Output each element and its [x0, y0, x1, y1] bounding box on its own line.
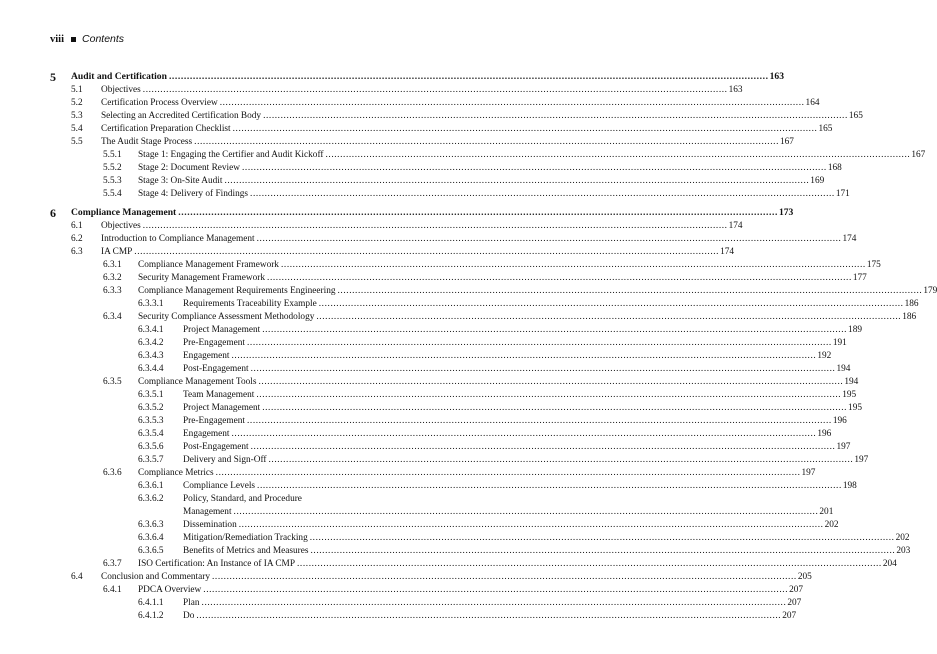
toc-entry[interactable] — [0, 402, 862, 414]
dot-leader: ........................................................................................................................................................................................................ — [231, 429, 817, 439]
toc-entry[interactable] — [0, 259, 881, 271]
dot-leader: ........................................................................................................................................................................................................ — [233, 507, 819, 517]
dot-leader: ........................................................................................................................................................................................................ — [263, 111, 848, 121]
toc-entry-number: 6.1 — [71, 221, 83, 231]
toc-entry-page: 205 — [797, 572, 812, 582]
toc-entry-title: Security Compliance Assessment Methodology — [138, 312, 315, 322]
dot-leader: ........................................................................................................................................................................................................ — [268, 455, 854, 465]
dot-leader: ........................................................................................................................................................................................................ — [262, 325, 848, 335]
toc-entry-number: 6.2 — [71, 234, 83, 244]
toc-entry-title: The Audit Stage Process — [101, 137, 193, 147]
toc-entry-number: 5.5.1 — [103, 150, 122, 160]
dot-leader: ........................................................................................................................................................................................................ — [309, 533, 895, 543]
toc-entry-page: 201 — [819, 507, 834, 517]
toc-entry-title: Stage 2: Document Review — [138, 163, 240, 173]
toc-entry-title: Project Management — [183, 403, 261, 413]
dot-leader: ........................................................................................................................................................................................................ — [168, 71, 769, 82]
toc-entry-page: 163 — [769, 71, 785, 82]
toc-entry-page: 168 — [827, 163, 842, 173]
dot-leader: ........................................................................................................................................................................................................ — [257, 481, 842, 491]
toc-entry-title: Policy, Standard, and Procedure — [183, 494, 302, 504]
toc-entry-number: 6.3.6.3 — [138, 520, 164, 530]
toc-entry[interactable] — [0, 162, 842, 174]
toc-entry[interactable] — [0, 467, 816, 479]
toc-entry[interactable] — [0, 324, 862, 336]
toc-entry[interactable] — [0, 285, 937, 297]
dot-leader: ........................................................................................................................................................................................................ — [142, 85, 728, 95]
dot-leader: ........................................................................................................................................................................................................ — [232, 124, 818, 134]
toc-entry-number: 6.4.1.2 — [138, 611, 164, 621]
toc-entry-page: 173 — [778, 207, 794, 218]
toc-entry-title: Compliance Management Requirements Engineering — [138, 286, 336, 296]
toc-entry[interactable] — [0, 389, 857, 401]
dot-leader: ........................................................................................................................................................................................................ — [258, 377, 844, 387]
toc-entry-number: 6.3.2 — [103, 273, 122, 283]
toc-entry[interactable] — [0, 188, 850, 200]
toc-entry-title: Project Management — [183, 325, 261, 335]
toc-entry-page: 202 — [895, 533, 910, 543]
toc-entry-title: PDCA Overview — [138, 585, 202, 595]
toc-entry[interactable] — [0, 136, 794, 148]
toc-entry-page: 197 — [801, 468, 816, 478]
toc-entry-page: 164 — [805, 98, 820, 108]
toc-entry-page: 186 — [904, 299, 919, 309]
toc-entry-number: 5 — [50, 70, 56, 84]
dot-leader: ........................................................................................................................................................................................................ — [250, 364, 836, 374]
toc-entry[interactable] — [0, 337, 847, 349]
toc-entry-number: 5.5.4 — [103, 189, 122, 199]
toc-entry-title: Certification Preparation Checklist — [101, 124, 231, 134]
toc-entry-number: 6.3.5 — [103, 377, 122, 387]
toc-entry-title: Stage 3: On-Site Audit — [138, 176, 223, 186]
toc-entry-page: 189 — [848, 325, 862, 335]
toc-entry-page: 197 — [836, 442, 851, 452]
toc-entry-number: 6.3.6.5 — [138, 546, 164, 556]
toc-entry[interactable] — [0, 571, 812, 583]
toc-entry-title: Benefits of Metrics and Measures — [183, 546, 309, 556]
dot-leader: ........................................................................................................................................................................................................ — [246, 416, 832, 426]
toc-entry-title: Audit and Certification — [71, 71, 167, 82]
toc-entry-page: 167 — [911, 150, 926, 160]
toc-entry-title: Plan — [183, 598, 200, 608]
toc-entry-number: 6.4 — [71, 572, 83, 582]
toc-entry-page: 207 — [787, 598, 802, 608]
dot-leader: ........................................................................................................................................................................................................ — [196, 611, 782, 621]
toc-entry-title: Engagement — [183, 429, 230, 439]
dot-leader: ........................................................................................................................................................................................................ — [316, 312, 902, 322]
toc-entry-number: 6.3.6.4 — [138, 533, 164, 543]
toc-entry-number: 6.4.1.1 — [138, 598, 164, 608]
toc-entry-page: 186 — [902, 312, 917, 322]
toc-entry-number: 5.5 — [71, 137, 83, 147]
toc-entry-number: 6.4.1 — [103, 585, 122, 595]
dot-leader: ........................................................................................................................................................................................................ — [256, 390, 842, 400]
toc-entry-number: 5.5.3 — [103, 176, 122, 186]
toc-entry[interactable] — [0, 246, 735, 258]
toc-entry-title: Mitigation/Remediation Tracking — [183, 533, 308, 543]
toc-entry-number: 6.3.5.2 — [138, 403, 164, 413]
header-page-number: viii — [50, 34, 65, 45]
toc-entry-page: 174 — [842, 234, 857, 244]
toc-entry-number: 6.3.4 — [103, 312, 122, 322]
toc-entry-title: Compliance Levels — [183, 481, 256, 491]
toc-entry-title: Certification Process Overview — [101, 98, 218, 108]
toc-entry[interactable] — [0, 597, 802, 609]
toc-entry[interactable] — [0, 454, 869, 466]
toc-entry-number: 6.3.5.6 — [138, 442, 164, 452]
toc-entry[interactable] — [0, 545, 911, 557]
dot-leader: ........................................................................................................................................................................................................ — [310, 546, 896, 556]
square-bullet-icon — [71, 37, 76, 42]
toc-entry-page: 198 — [842, 481, 857, 491]
toc-entry-title: Compliance Management Tools — [138, 377, 257, 387]
dot-leader: ........................................................................................................................................................................................................ — [215, 468, 801, 478]
toc-entry-title: Stage 4: Delivery of Findings — [138, 189, 249, 199]
toc-entry[interactable] — [0, 376, 859, 388]
toc-entry-page: 202 — [824, 520, 839, 530]
toc-entry-number: 5.4 — [71, 124, 83, 134]
toc-entry-title: Compliance Management Framework — [138, 260, 279, 270]
toc-entry[interactable] — [0, 149, 926, 161]
toc-entry[interactable] — [0, 558, 897, 570]
toc-entry[interactable] — [0, 350, 832, 362]
toc-entry[interactable] — [0, 584, 804, 596]
toc-entry[interactable] — [0, 506, 834, 518]
toc-entry[interactable] — [0, 84, 743, 96]
toc-entry-number: 6.3.4.4 — [138, 364, 164, 374]
dot-leader: ........................................................................................................................................................................................................ — [178, 207, 778, 218]
dot-leader: ........................................................................................................................................................................................................ — [297, 559, 882, 569]
toc-entry-page: 194 — [836, 364, 851, 374]
toc-entry-title: Security Management Framework — [138, 273, 266, 283]
toc-entry[interactable] — [0, 610, 797, 622]
toc-entry-page: 196 — [817, 429, 832, 439]
toc-entry-number: 6.3.4.3 — [138, 351, 164, 361]
toc-entry[interactable] — [0, 519, 839, 531]
toc-entry-page: 165 — [848, 111, 863, 121]
toc-entry-number: 5.1 — [71, 85, 83, 95]
toc-entry-number: 5.5.2 — [103, 163, 122, 173]
toc-entry-number: 6.3.5.7 — [138, 455, 164, 465]
toc-entry[interactable] — [0, 532, 910, 544]
toc-entry[interactable] — [0, 480, 857, 492]
toc-entry-title: Dissemination — [183, 520, 237, 530]
header-title: Contents — [82, 33, 125, 45]
toc-entry-number: 5.2 — [71, 98, 83, 108]
dot-leader: ........................................................................................................................................................................................................ — [194, 137, 779, 147]
toc-entry[interactable] — [0, 220, 743, 232]
toc-entry-page: 203 — [896, 546, 911, 556]
toc-entry-title: ISO Certification: An Instance of IA CMP — [138, 559, 295, 569]
toc-entry[interactable] — [0, 363, 851, 375]
dot-leader: ........................................................................................................................................................................................................ — [238, 520, 824, 530]
toc-entry[interactable] — [0, 110, 863, 122]
toc-entry-title: Engagement — [183, 351, 230, 361]
toc-entry-page: 195 — [848, 403, 862, 413]
toc-entry-title: Pre-Engagement — [183, 338, 245, 348]
dot-leader: ........................................................................................................................................................................................................ — [325, 150, 911, 160]
dot-leader: ........................................................................................................................................................................................................ — [142, 221, 728, 231]
toc-entry-number: 5.3 — [71, 111, 83, 121]
dot-leader: ........................................................................................................................................................................................................ — [201, 598, 787, 608]
toc-chapter-entry[interactable] — [0, 70, 785, 84]
toc-entry-title: Post-Engagement — [183, 364, 249, 374]
toc-entry-page: 174 — [720, 247, 735, 257]
toc-entry-number: 6.3.5.1 — [138, 390, 164, 400]
toc-entry-number: 6.3.3 — [103, 286, 122, 296]
toc-entry[interactable] — [0, 298, 919, 310]
running-header — [50, 33, 124, 45]
toc-entry-page: 194 — [844, 377, 859, 387]
toc-entry-page: 163 — [728, 85, 743, 95]
dot-leader: ........................................................................................................................................................................................................ — [134, 247, 720, 257]
toc-entry-title: Compliance Metrics — [138, 468, 214, 478]
toc-entry[interactable] — [0, 311, 917, 323]
toc-entry-number: 6 — [50, 206, 56, 220]
toc-entry-page: 207 — [782, 611, 797, 621]
toc-entry-number: 6.3.1 — [103, 260, 122, 270]
toc-entry-title: IA CMP — [101, 247, 133, 257]
toc-entry-page: 177 — [852, 273, 867, 283]
dot-leader: ........................................................................................................................................................................................................ — [241, 163, 827, 173]
toc-entry-title: Pre-Engagement — [183, 416, 245, 426]
dot-leader: ........................................................................................................................................................................................................ — [262, 403, 848, 413]
toc-entry-title: Requirements Traceability Example — [183, 299, 317, 309]
toc-entry-title: Conclusion and Commentary — [101, 572, 210, 582]
toc-entry[interactable] — [0, 441, 851, 453]
toc-entry-title: Selecting an Accredited Certification Body — [101, 111, 262, 121]
dot-leader: ........................................................................................................................................................................................................ — [231, 351, 817, 361]
toc-entry[interactable] — [0, 97, 820, 109]
dot-leader: ........................................................................................................................................................................................................ — [219, 98, 805, 108]
toc-entry-page: 179 — [923, 286, 937, 296]
dot-leader: ........................................................................................................................................................................................................ — [246, 338, 832, 348]
toc-entry-page: 196 — [832, 416, 847, 426]
toc-entry-page: 191 — [832, 338, 847, 348]
toc-entry-title: Team Management — [183, 390, 255, 400]
dot-leader: ........................................................................................................................................................................................................ — [256, 234, 842, 244]
toc-entry-page: 165 — [818, 124, 833, 134]
toc-chapter-entry[interactable] — [0, 206, 794, 220]
dot-leader: ........................................................................................................................................................................................................ — [280, 260, 866, 270]
toc-entry-number: 6.3.5.3 — [138, 416, 164, 426]
toc-entry-number: 6.3 — [71, 247, 83, 257]
toc-entry[interactable] — [0, 493, 429, 505]
toc-entry-page: 175 — [866, 260, 881, 270]
toc-entry-page: 171 — [835, 189, 850, 199]
toc-entry-page: 169 — [810, 176, 825, 186]
toc-entry-number: 6.3.4.1 — [138, 325, 164, 335]
toc-entry-title: Delivery and Sign-Off — [183, 455, 267, 465]
toc-entry[interactable] — [0, 415, 847, 427]
dot-leader: ........................................................................................................................................................................................................ — [337, 286, 923, 296]
toc-entry-page: 192 — [817, 351, 832, 361]
toc-entry-title: Stage 1: Engaging the Certifier and Audit Kickoff — [138, 150, 324, 160]
dot-leader: ........................................................................................................................................................................................................ — [250, 442, 836, 452]
dot-leader: ........................................................................................................................................................................................................ — [267, 273, 852, 283]
toc-entry-number: 6.3.7 — [103, 559, 122, 569]
toc-entry-page: 195 — [842, 390, 857, 400]
toc-entry-number: 6.3.6.1 — [138, 481, 164, 491]
toc-entry[interactable] — [0, 175, 825, 187]
toc-entry-page: 167 — [780, 137, 794, 147]
toc-entry-number: 6.3.3.1 — [138, 299, 164, 309]
toc-entry-number: 6.3.5.4 — [138, 429, 164, 439]
toc-entry-number: 6.3.4.2 — [138, 338, 164, 348]
dot-leader: ........................................................................................................................................................................................................ — [203, 585, 789, 595]
toc-entry-title: Introduction to Compliance Management — [101, 234, 255, 244]
toc-entry-page: 204 — [882, 559, 897, 569]
toc-entry-title: Management — [183, 507, 232, 517]
toc-entry-number: 6.3.6 — [103, 468, 122, 478]
dot-leader: ........................................................................................................................................................................................................ — [224, 176, 810, 186]
toc-entry-title: Objectives — [101, 221, 141, 231]
dot-leader: ........................................................................................................................................................................................................ — [250, 189, 835, 199]
dot-leader: ........................................................................................................................................................................................................ — [318, 299, 904, 309]
toc-entry-page: 197 — [854, 455, 869, 465]
toc-entry-title: Objectives — [101, 85, 141, 95]
dot-leader: ........................................................................................................................................................................................................ — [211, 572, 797, 582]
toc-entry-title: Post-Engagement — [183, 442, 249, 452]
toc-entry-title: Do — [183, 611, 195, 621]
toc-entry[interactable] — [0, 123, 833, 135]
toc-entry[interactable] — [0, 428, 832, 440]
toc-entry-page: 174 — [728, 221, 743, 231]
toc-entry-number: 6.3.6.2 — [138, 494, 164, 504]
toc-entry[interactable] — [0, 233, 857, 245]
toc-entry-page: 207 — [789, 585, 804, 595]
toc-entry-title: Compliance Management — [71, 207, 177, 218]
toc-entry[interactable] — [0, 272, 867, 284]
